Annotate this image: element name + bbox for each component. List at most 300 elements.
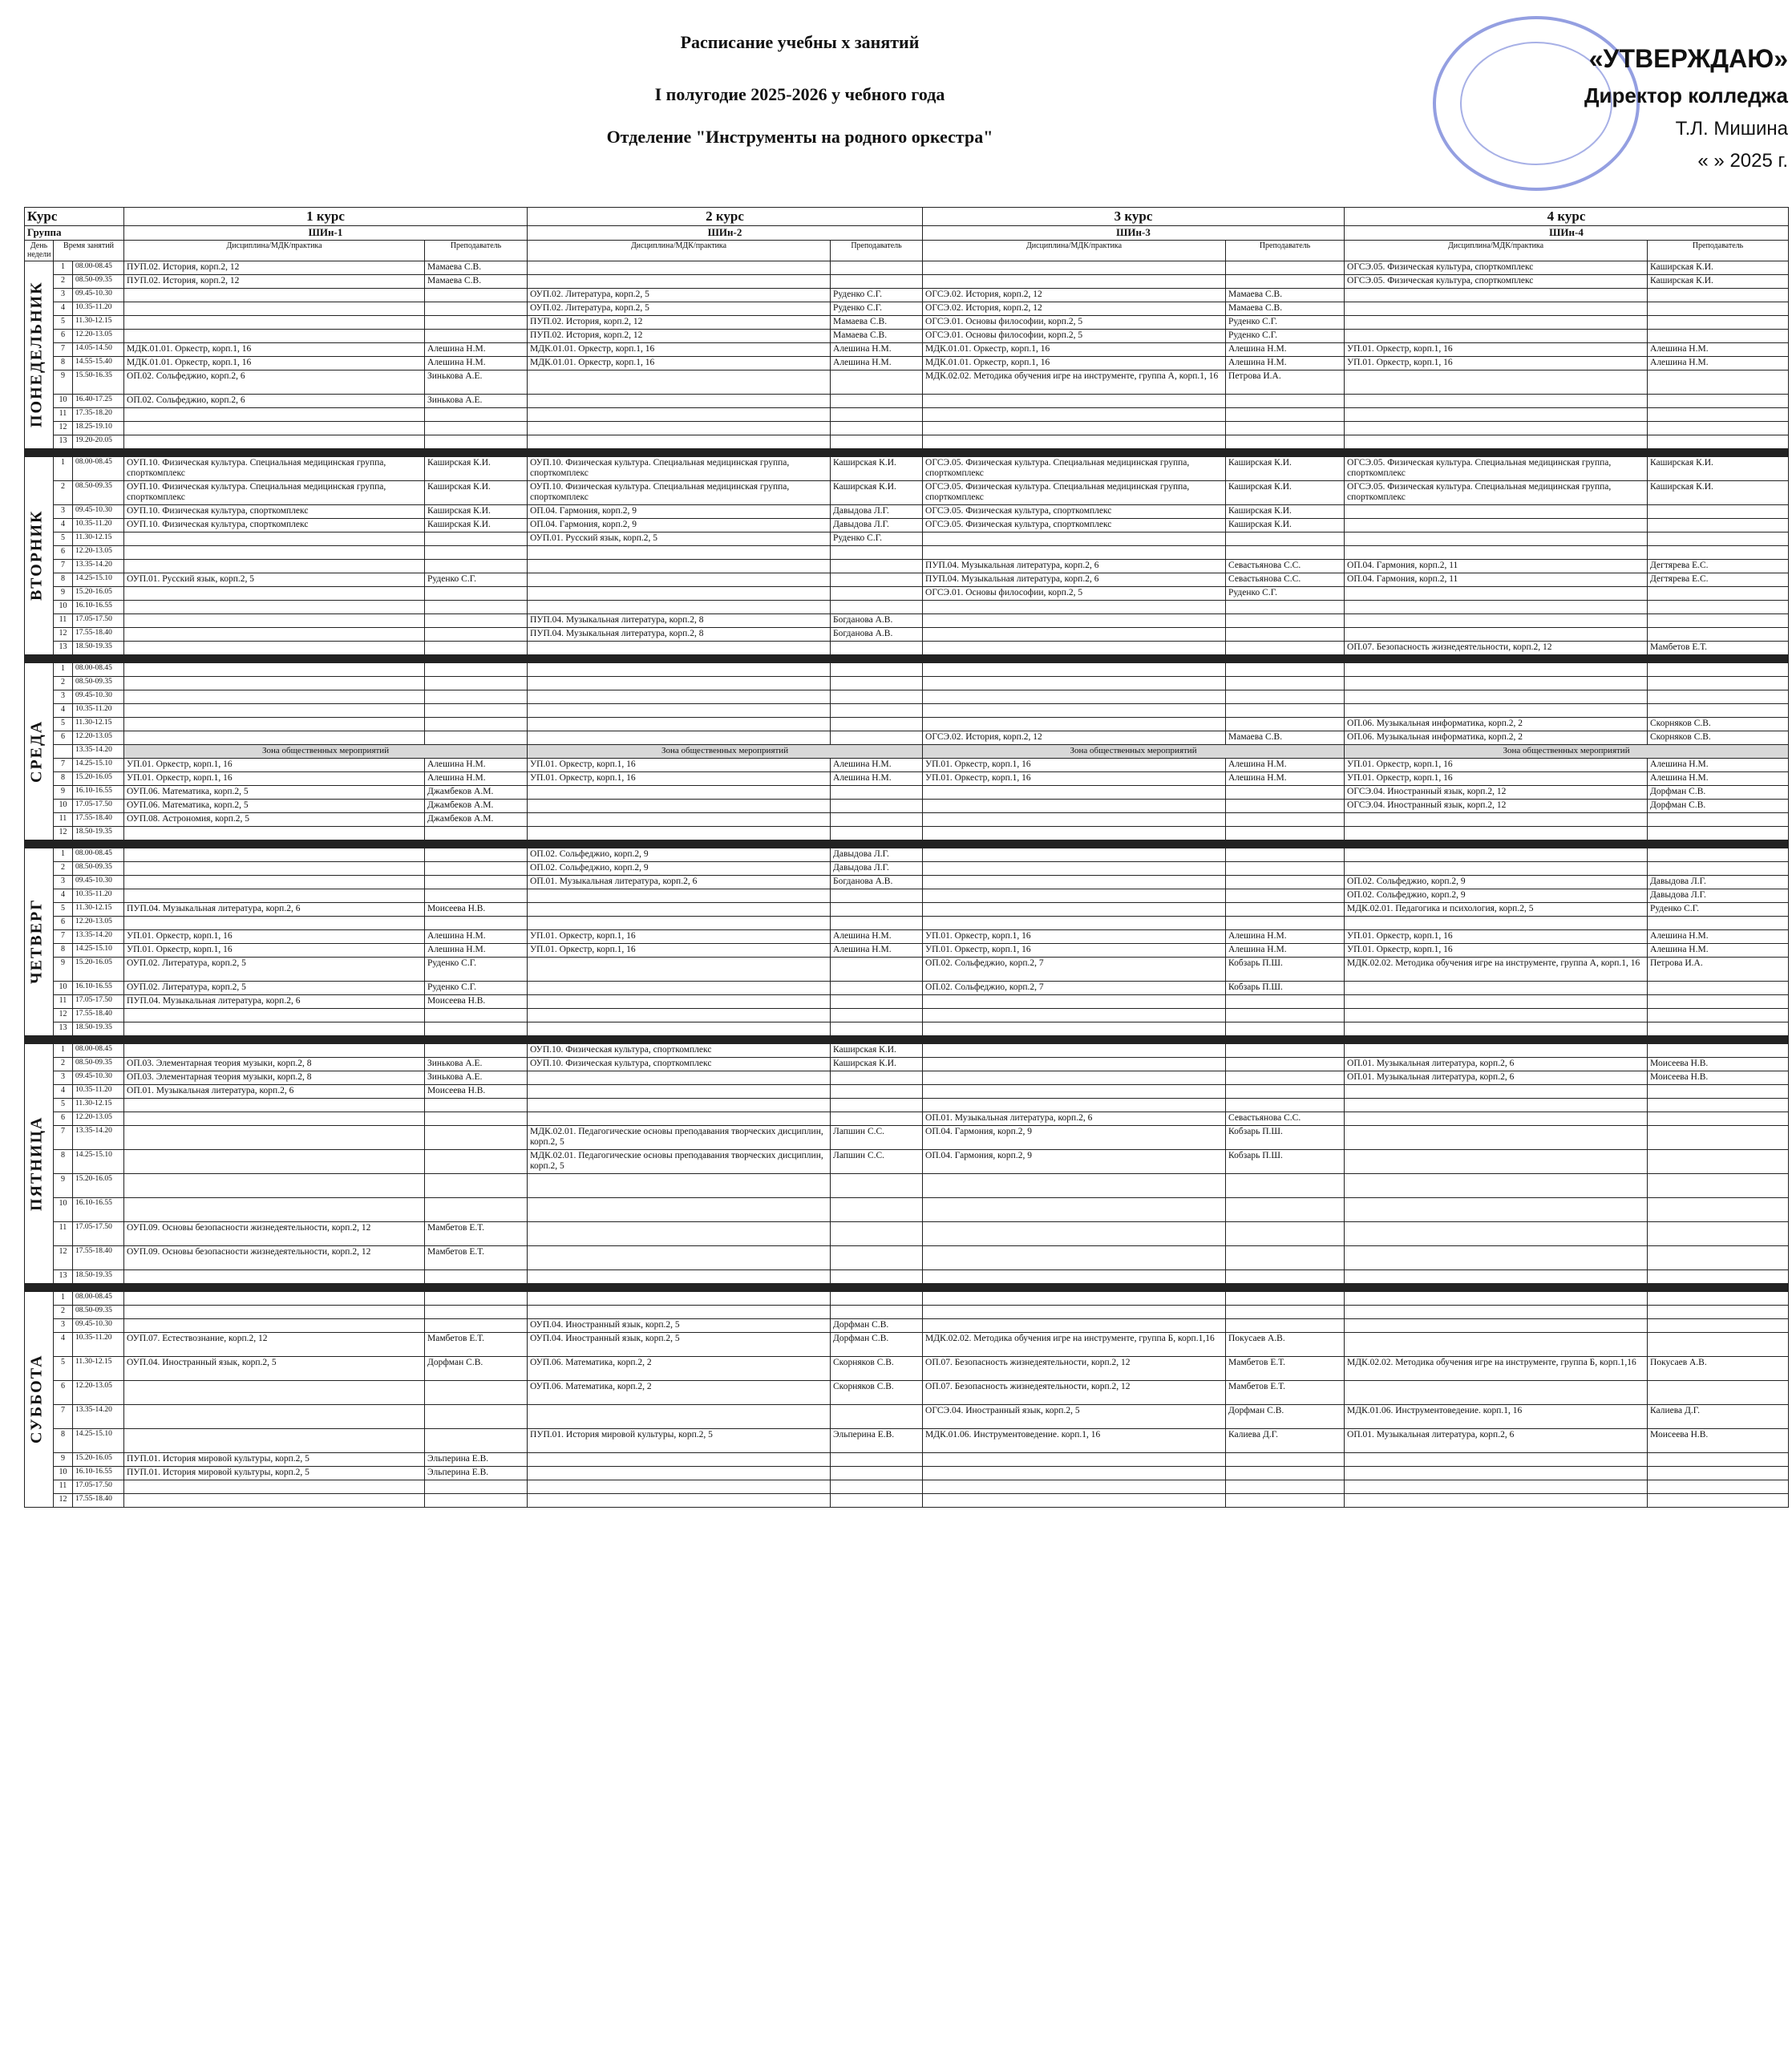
discipline-cell [528, 676, 831, 690]
teacher-cell: Дорфман С.В. [1226, 1404, 1345, 1428]
discipline-cell [923, 627, 1226, 641]
discipline-cell: МДК.02.01. Педагогика и психология, корп.2, 5 [1345, 902, 1648, 916]
discipline-cell [124, 1318, 425, 1332]
discipline-cell: ОУП.04. Иностранный язык, корп.2, 5 [528, 1332, 831, 1356]
teacher-cell: Мамбетов Е.Т. [1226, 1356, 1345, 1380]
lesson-time: 18.50-19.35 [73, 1022, 124, 1035]
discipline-column-header: Дисциплина/МДК/практика [528, 240, 831, 261]
discipline-cell: УП.01. Оркестр, корп.1, 16 [528, 758, 831, 771]
lesson-number: 7 [54, 758, 73, 771]
discipline-cell [1345, 1098, 1648, 1112]
teacher-cell: Кобзарь П.Ш. [1226, 981, 1345, 994]
lesson-number: 6 [54, 916, 73, 929]
teacher-cell [1226, 545, 1345, 559]
teacher-cell: Давыдова Л.Г. [1648, 875, 1789, 889]
teacher-cell [831, 916, 923, 929]
discipline-cell: МДК.02.02. Методика обучения игре на инструменте, группа А, корп.1, 16 [1345, 957, 1648, 981]
lesson-number: 12 [54, 1245, 73, 1269]
discipline-cell: УП.01. Оркестр, корп.1, 16 [1345, 943, 1648, 957]
lesson-number: 4 [54, 1084, 73, 1098]
lesson-time: 10.35-11.20 [73, 703, 124, 717]
discipline-cell: ОУП.09. Основы безопасности жизнедеятельности, корп.2, 12 [124, 1221, 425, 1245]
teacher-cell [831, 545, 923, 559]
teacher-cell [425, 302, 528, 315]
teacher-cell [1648, 916, 1789, 929]
discipline-cell [1345, 1197, 1648, 1221]
table-row [25, 1356, 1789, 1380]
teacher-cell [425, 1173, 528, 1197]
discipline-cell: МДК.02.02. Методика обучения игре на инструменте, группа А, корп.1, 16 [923, 370, 1226, 394]
discipline-cell [528, 1466, 831, 1480]
discipline-cell [923, 394, 1226, 407]
teacher-cell: Руденко С.Г. [1648, 902, 1789, 916]
teacher-cell: Алешина Н.М. [1648, 356, 1789, 370]
separator-bar [25, 1283, 1789, 1291]
teacher-cell [831, 370, 923, 394]
lesson-number: 8 [54, 943, 73, 957]
teacher-cell [1226, 703, 1345, 717]
lesson-time: 09.45-10.30 [73, 690, 124, 703]
teacher-cell [1648, 1098, 1789, 1112]
teacher-cell: Кобзарь П.Ш. [1226, 957, 1345, 981]
teacher-cell [1648, 1332, 1789, 1356]
discipline-cell [923, 1008, 1226, 1022]
discipline-cell: ОП.01. Музыкальная литература, корп.2, 6 [923, 1112, 1226, 1125]
teacher-cell: Алешина Н.М. [831, 342, 923, 356]
discipline-cell [1345, 435, 1648, 448]
table-row [25, 1084, 1789, 1098]
table-row [25, 504, 1789, 518]
lesson-number: 5 [54, 1356, 73, 1380]
discipline-cell: ОУП.10. Физическая культура, спорткомплекс [124, 504, 425, 518]
discipline-cell: УП.01. Оркестр, корп.1, 16 [1345, 342, 1648, 356]
discipline-column-header: Дисциплина/МДК/практика [1345, 240, 1648, 261]
discipline-cell [528, 690, 831, 703]
discipline-cell [528, 586, 831, 600]
lesson-time: 15.50-16.35 [73, 370, 124, 394]
teacher-cell [1648, 1305, 1789, 1318]
discipline-cell [528, 799, 831, 812]
discipline-cell: ОП.02. Сольфеджио, корп.2, 9 [528, 861, 831, 875]
approval-heading: «УТВЕРЖДАЮ» [1588, 44, 1788, 73]
discipline-cell: ОП.02. Сольфеджио, корп.2, 9 [528, 848, 831, 861]
discipline-cell [923, 1480, 1226, 1493]
lesson-number [54, 744, 73, 758]
lesson-time: 14.25-15.10 [73, 943, 124, 957]
teacher-cell [1226, 1291, 1345, 1305]
lesson-number: 4 [54, 703, 73, 717]
lesson-number: 3 [54, 690, 73, 703]
teacher-cell [1226, 1022, 1345, 1035]
lesson-time: 11.30-12.15 [73, 717, 124, 731]
teacher-cell: Каширская К.И. [425, 504, 528, 518]
teacher-cell [1648, 518, 1789, 532]
teacher-cell: Мамбетов Е.Т. [425, 1332, 528, 1356]
lesson-number: 5 [54, 1098, 73, 1112]
teacher-cell [831, 559, 923, 573]
teacher-cell [1226, 1305, 1345, 1318]
teacher-cell [1226, 394, 1345, 407]
teacher-cell [425, 1318, 528, 1332]
discipline-cell [923, 1043, 1226, 1057]
lesson-time: 17.05-17.50 [73, 994, 124, 1008]
teacher-column-header: Преподаватель [425, 240, 528, 261]
teacher-cell [425, 1197, 528, 1221]
teacher-cell [1648, 676, 1789, 690]
teacher-cell: Каширская К.И. [425, 480, 528, 504]
teacher-cell: Калиева Д.Г. [1226, 1428, 1345, 1452]
discipline-cell: ПУП.02. История, корп.2, 12 [528, 329, 831, 342]
teacher-cell [1648, 861, 1789, 875]
lesson-time: 08.50-09.35 [73, 480, 124, 504]
lesson-time: 08.00-08.45 [73, 662, 124, 676]
discipline-cell [528, 1022, 831, 1035]
table-row [25, 758, 1789, 771]
lesson-number: 9 [54, 1452, 73, 1466]
table-row [25, 1269, 1789, 1283]
teacher-cell: Дорфман С.В. [1648, 799, 1789, 812]
table-row [25, 586, 1789, 600]
discipline-cell [124, 1098, 425, 1112]
table-row [25, 943, 1789, 957]
teacher-cell [831, 586, 923, 600]
lesson-time: 18.25-19.10 [73, 421, 124, 435]
table-row [25, 1291, 1789, 1305]
table-row [25, 1098, 1789, 1112]
discipline-cell: ОУП.09. Основы безопасности жизнедеятельности, корп.2, 12 [124, 1245, 425, 1269]
discipline-cell [1345, 370, 1648, 394]
discipline-cell [124, 662, 425, 676]
teacher-cell [425, 662, 528, 676]
teacher-cell [1648, 1380, 1789, 1404]
lesson-time: 17.05-17.50 [73, 613, 124, 627]
teacher-cell [1648, 407, 1789, 421]
teacher-cell [425, 329, 528, 342]
discipline-cell: УП.01. Оркестр, корп.1, 16 [1345, 356, 1648, 370]
teacher-cell [831, 1452, 923, 1466]
teacher-cell [425, 545, 528, 559]
day-separator [25, 448, 1789, 456]
discipline-cell: МДК.01.01. Оркестр, корп.1, 16 [124, 342, 425, 356]
day-label: ЧЕТВЕРГ [25, 848, 54, 1035]
lesson-number: 4 [54, 302, 73, 315]
discipline-cell [124, 731, 425, 744]
teacher-cell: Зинькова А.Е. [425, 1071, 528, 1084]
lesson-number: 12 [54, 627, 73, 641]
discipline-cell [528, 1291, 831, 1305]
table-row [25, 1221, 1789, 1245]
discipline-cell [528, 703, 831, 717]
teacher-cell: Севастьянова С.С. [1226, 573, 1345, 586]
table-row [25, 288, 1789, 302]
discipline-cell: ОП.02. Сольфеджио, корп.2, 9 [1345, 889, 1648, 902]
lesson-time: 10.35-11.20 [73, 1084, 124, 1098]
discipline-cell: ОУП.01. Русский язык, корп.2, 5 [124, 573, 425, 586]
discipline-cell [124, 1291, 425, 1305]
teacher-cell: Дегтярева Е.С. [1648, 559, 1789, 573]
discipline-cell: УП.01. Оркестр, корп.1, 16 [1345, 771, 1648, 785]
teacher-cell: Алешина Н.М. [425, 356, 528, 370]
table-row [25, 929, 1789, 943]
table-row [25, 981, 1789, 994]
teacher-cell [425, 586, 528, 600]
discipline-cell: ОУП.10. Физическая культура. Специальная медицинская группа, спорткомплекс [528, 456, 831, 480]
discipline-cell [1345, 1245, 1648, 1269]
teacher-cell [1226, 799, 1345, 812]
discipline-cell [124, 1125, 425, 1149]
teacher-cell [425, 1493, 528, 1507]
discipline-cell [124, 329, 425, 342]
discipline-cell [1345, 994, 1648, 1008]
discipline-cell [124, 1022, 425, 1035]
teacher-cell [831, 676, 923, 690]
discipline-cell: ОГСЭ.02. История, корп.2, 12 [923, 288, 1226, 302]
teacher-cell: Алешина Н.М. [1648, 771, 1789, 785]
discipline-cell: ОП.01. Музыкальная литература, корп.2, 6 [528, 875, 831, 889]
lesson-time: 09.45-10.30 [73, 875, 124, 889]
lesson-number: 6 [54, 329, 73, 342]
teacher-cell [831, 1071, 923, 1084]
lesson-number: 8 [54, 1149, 73, 1173]
lesson-time: 11.30-12.15 [73, 1098, 124, 1112]
discipline-cell: ОП.02. Сольфеджио, корп.2, 6 [124, 394, 425, 407]
schedule-body [25, 261, 1789, 1507]
teacher-cell [1648, 1197, 1789, 1221]
group-label: Группа [25, 226, 124, 241]
discipline-cell [528, 1493, 831, 1507]
discipline-cell [1345, 329, 1648, 342]
discipline-cell [1345, 1043, 1648, 1057]
teacher-cell: Каширская К.И. [1648, 456, 1789, 480]
discipline-cell [528, 394, 831, 407]
teacher-cell: Руденко С.Г. [425, 573, 528, 586]
teacher-cell: Эльперина Е.В. [831, 1428, 923, 1452]
teacher-cell [1648, 504, 1789, 518]
table-row [25, 902, 1789, 916]
table-row [25, 1245, 1789, 1269]
teacher-cell [425, 1125, 528, 1149]
teacher-cell [831, 902, 923, 916]
discipline-cell [923, 785, 1226, 799]
teacher-cell [1226, 1221, 1345, 1245]
teacher-cell [425, 717, 528, 731]
teacher-cell [1226, 875, 1345, 889]
discipline-cell [528, 545, 831, 559]
table-row [25, 1305, 1789, 1318]
teacher-cell [831, 1098, 923, 1112]
discipline-cell: УП.01. Оркестр, корп.1, 16 [923, 943, 1226, 957]
discipline-cell: ОП.04. Гармония, корп.2, 9 [528, 518, 831, 532]
lesson-time: 16.10-16.55 [73, 1197, 124, 1221]
table-row [25, 785, 1789, 799]
discipline-cell: МДК.02.01. Педагогические основы преподавания творческих дисциплин, корп.2, 5 [528, 1125, 831, 1149]
discipline-cell [124, 641, 425, 654]
discipline-cell: УП.01. Оркестр, корп.1, 16 [923, 758, 1226, 771]
approval-position: Директор колледжа [1584, 83, 1788, 107]
course-header-row [25, 208, 1789, 226]
lesson-time: 09.45-10.30 [73, 1071, 124, 1084]
lesson-time: 14.05-14.50 [73, 342, 124, 356]
teacher-cell [425, 703, 528, 717]
table-row [25, 1380, 1789, 1404]
teacher-cell [831, 1269, 923, 1283]
discipline-cell [1345, 1380, 1648, 1404]
table-row [25, 329, 1789, 342]
discipline-cell [923, 1291, 1226, 1305]
lesson-time: 08.00-08.45 [73, 1043, 124, 1057]
lesson-time: 12.20-13.05 [73, 916, 124, 929]
teacher-cell: Алешина Н.М. [1226, 771, 1345, 785]
teacher-cell [1226, 916, 1345, 929]
lesson-time: 17.05-17.50 [73, 1480, 124, 1493]
discipline-cell [923, 861, 1226, 875]
table-row [25, 957, 1789, 981]
teacher-cell [831, 1221, 923, 1245]
discipline-cell [1345, 1493, 1648, 1507]
lesson-time: 09.45-10.30 [73, 288, 124, 302]
lesson-number: 3 [54, 1318, 73, 1332]
discipline-cell [1345, 690, 1648, 703]
discipline-cell [124, 600, 425, 613]
discipline-cell [528, 785, 831, 799]
table-row [25, 662, 1789, 676]
discipline-cell: ОП.07. Безопасность жизнедеятельности, корп.2, 12 [923, 1356, 1226, 1380]
discipline-cell: ОП.04. Гармония, корп.2, 9 [923, 1125, 1226, 1149]
discipline-cell [528, 1197, 831, 1221]
teacher-cell [1648, 1452, 1789, 1466]
discipline-cell: ОГСЭ.05. Физическая культура. Специальная медицинская группа, спорткомплекс [1345, 480, 1648, 504]
teacher-cell [1226, 662, 1345, 676]
discipline-cell [923, 690, 1226, 703]
discipline-cell [1345, 407, 1648, 421]
table-row [25, 731, 1789, 744]
lesson-time: 12.20-13.05 [73, 545, 124, 559]
discipline-cell: ПУП.04. Музыкальная литература, корп.2, 8 [528, 627, 831, 641]
discipline-cell [124, 875, 425, 889]
teacher-cell [425, 315, 528, 329]
discipline-cell: ОП.02. Сольфеджио, корп.2, 9 [1345, 875, 1648, 889]
teacher-cell [1648, 613, 1789, 627]
teacher-cell: Каширская К.И. [831, 456, 923, 480]
discipline-cell [528, 573, 831, 586]
discipline-cell [124, 1269, 425, 1283]
discipline-cell: ОГСЭ.02. История, корп.2, 12 [923, 731, 1226, 744]
teacher-cell: Алешина Н.М. [425, 771, 528, 785]
teacher-cell: Руденко С.Г. [1226, 586, 1345, 600]
discipline-cell [1345, 504, 1648, 518]
discipline-cell: ОУП.10. Физическая культура, спорткомплекс [124, 518, 425, 532]
lesson-time: 13.35-14.20 [73, 744, 124, 758]
teacher-cell [425, 1380, 528, 1404]
discipline-cell [923, 1071, 1226, 1084]
discipline-column-header: Дисциплина/МДК/практика [124, 240, 425, 261]
discipline-cell [923, 435, 1226, 448]
lesson-number: 10 [54, 1197, 73, 1221]
lesson-time: 15.20-16.05 [73, 586, 124, 600]
teacher-cell: Джамбеков А.М. [425, 785, 528, 799]
discipline-cell [923, 641, 1226, 654]
discipline-cell [124, 421, 425, 435]
lesson-number: 7 [54, 1125, 73, 1149]
lesson-time: 14.25-15.10 [73, 1428, 124, 1452]
discipline-cell [124, 613, 425, 627]
teacher-cell [425, 1008, 528, 1022]
discipline-cell: УП.01. Оркестр, корп.1, 16 [528, 771, 831, 785]
discipline-cell: ОП.03. Элементарная теория музыки, корп.2, 8 [124, 1071, 425, 1084]
discipline-cell: МДК.01.06. Инструментоведение. корп.1, 16 [923, 1428, 1226, 1452]
lesson-number: 6 [54, 1380, 73, 1404]
discipline-cell [528, 1269, 831, 1283]
table-row [25, 394, 1789, 407]
discipline-cell [1345, 1466, 1648, 1480]
discipline-cell: ОГСЭ.01. Основы философии, корп.2, 5 [923, 329, 1226, 342]
course-1-header: 1 курс [124, 208, 528, 226]
lesson-time: 18.50-19.35 [73, 1269, 124, 1283]
teacher-cell [1648, 545, 1789, 559]
teacher-cell [425, 1098, 528, 1112]
teacher-cell [1648, 826, 1789, 840]
discipline-cell: УП.01. Оркестр, корп.1, 16 [1345, 758, 1648, 771]
teacher-cell: Каширская К.И. [1648, 261, 1789, 274]
lesson-number: 11 [54, 1221, 73, 1245]
teacher-cell: Калиева Д.Г. [1648, 1404, 1789, 1428]
teacher-cell [425, 1043, 528, 1057]
discipline-cell [923, 1221, 1226, 1245]
schedule-table [24, 207, 1789, 1508]
discipline-cell [923, 545, 1226, 559]
teacher-cell [1648, 586, 1789, 600]
discipline-cell: ОУП.10. Физическая культура. Специальная медицинская группа, спорткомплекс [124, 480, 425, 504]
lesson-time: 13.35-14.20 [73, 929, 124, 943]
table-row [25, 861, 1789, 875]
teacher-cell [1226, 532, 1345, 545]
discipline-cell [1345, 662, 1648, 676]
discipline-cell [124, 916, 425, 929]
teacher-cell [425, 600, 528, 613]
discipline-cell [923, 1197, 1226, 1221]
discipline-cell: ОП.07. Безопасность жизнедеятельности, корп.2, 12 [923, 1380, 1226, 1404]
teacher-cell: Алешина Н.М. [1648, 342, 1789, 356]
table-row [25, 315, 1789, 329]
teacher-cell [1226, 1269, 1345, 1283]
discipline-cell [528, 1480, 831, 1493]
teacher-cell [1226, 676, 1345, 690]
teacher-cell [1226, 994, 1345, 1008]
teacher-cell [1648, 1149, 1789, 1173]
teacher-column-header: Преподаватель [831, 240, 923, 261]
discipline-cell [1345, 1084, 1648, 1098]
discipline-cell: ОГСЭ.02. История, корп.2, 12 [923, 302, 1226, 315]
teacher-cell [1226, 861, 1345, 875]
teacher-cell [831, 641, 923, 654]
discipline-cell [923, 1057, 1226, 1071]
lesson-number: 12 [54, 421, 73, 435]
lesson-number: 10 [54, 1466, 73, 1480]
discipline-cell [528, 1098, 831, 1112]
teacher-cell: Моисеева Н.В. [1648, 1428, 1789, 1452]
discipline-cell [528, 1221, 831, 1245]
lesson-number: 10 [54, 600, 73, 613]
teacher-cell [1226, 627, 1345, 641]
discipline-cell [528, 994, 831, 1008]
teacher-cell: Дорфман С.В. [425, 1356, 528, 1380]
discipline-cell [528, 1071, 831, 1084]
discipline-cell [1345, 302, 1648, 315]
discipline-cell [528, 407, 831, 421]
discipline-cell [1345, 826, 1648, 840]
lesson-number: 7 [54, 1404, 73, 1428]
semester-subtitle: I полугодие 2025-2026 у чебного года [654, 84, 945, 104]
